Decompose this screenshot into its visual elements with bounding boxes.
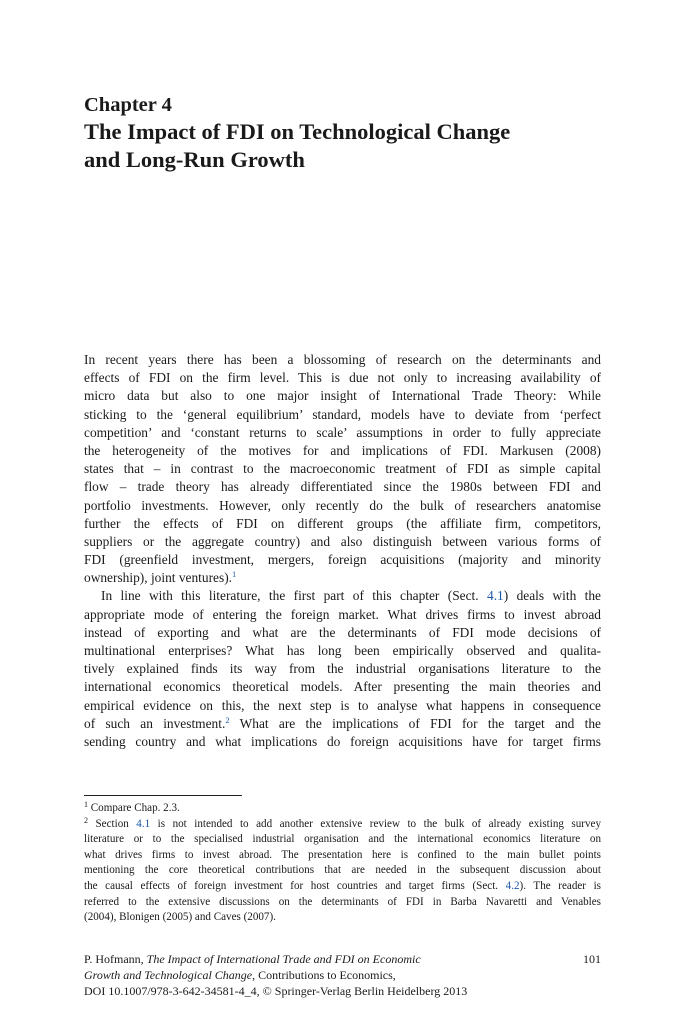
chapter-title-line: The Impact of FDI on Technological Change	[84, 119, 511, 144]
text-line: tively explained finds its way from the industrial organisations literature to the	[84, 661, 601, 677]
text-line: the heterogeneity of the motives for and implications of FDI. Markusen (2008)	[84, 442, 601, 458]
footnote-1-marker[interactable]: 1	[232, 569, 237, 580]
footnote-2-line	[84, 879, 601, 895]
footnote-text: ). The reader is	[519, 879, 601, 892]
footnote-text: the causal effects of foreign investment for host countries and target firms (Sect.	[84, 879, 506, 892]
footer-line	[84, 967, 601, 983]
book-title: Growth and Technological Change	[84, 968, 253, 982]
text-line: In recent years there has been a blossoming of research on the determinants and	[84, 352, 601, 367]
text-line: instead of exporting and what are the determinants of FDI mode decisions of	[84, 624, 601, 640]
section-4-2-link[interactable]: 4.2	[505, 879, 520, 892]
text-line: sending country and what implications do foreign acquisitions have for target firms	[84, 733, 601, 749]
footnote-2-line: what drives firms to invest abroad. The presentation here is confined to the main bullet points	[84, 848, 601, 861]
footnote-2-line: (2004), Blonigen (2005) and Caves (2007).	[84, 911, 276, 924]
section-4-1-link[interactable]: 4.1	[136, 817, 151, 830]
footnote-text: Section	[95, 817, 137, 830]
footnote-1	[84, 801, 601, 817]
text-line	[84, 569, 601, 587]
text-segment: What are the implications of FDI for the target and the	[229, 715, 601, 731]
section-4-1-link[interactable]: 4.1	[487, 588, 504, 604]
footer-text: , Contributions to Economics,	[252, 968, 396, 982]
chapter-title	[84, 118, 510, 174]
footer-line	[84, 951, 601, 967]
text-segment: ) deals with the	[503, 588, 601, 604]
text-line: states that – in contrast to the macroeconomic treatment of FDI as simple capital	[84, 461, 601, 477]
footnote-divider	[84, 795, 242, 796]
footnote-number: 1	[84, 800, 88, 809]
chapter-title-line: and Long-Run Growth	[84, 147, 305, 172]
text-line: appropriate mode of entering the foreign market. What drives firms to invest abroad	[84, 606, 601, 622]
text-line: suppliers or the aggregate country) and also distinguish between various forms of	[84, 533, 601, 549]
doi-line: DOI 10.1007/978-3-642-34581-4_4, © Springer-Verlag Berlin Heidelberg 2013	[84, 984, 468, 998]
page-number: 101	[583, 952, 601, 966]
paragraph-2	[84, 587, 601, 751]
footnote-2-line: mentioning the core theoretical contributions that are needed in the subsequent discussion about	[84, 864, 601, 877]
text-segment: In line with this literature, the first part of this chapter (Sect.	[101, 588, 487, 604]
book-page	[84, 0, 601, 1036]
footnote-number: 2	[84, 815, 88, 825]
text-line: international economics theoretical models. After presenting the main theories and	[84, 679, 601, 695]
paragraph-1	[84, 351, 601, 587]
text-line: sticking to the ‘general equilibrium’ standard, models have to deviate from ‘perfect	[84, 406, 601, 422]
footer-text: P. Hofmann,	[84, 952, 147, 966]
footnote-2-line	[84, 817, 601, 833]
text-line: effects of FDI on the firm level. This is due not only to increasing availability of	[84, 370, 601, 386]
text-line	[84, 715, 601, 733]
book-title: The Impact of International Trade and FDI on Economic	[146, 952, 421, 966]
text-line: empirical evidence on this, the next step is to analyse what happens in consequence	[84, 697, 601, 713]
footnote-text: Compare Chap. 2.3.	[90, 802, 180, 814]
text-line: micro data but also to one major insight of International Trade Theory: While	[84, 388, 601, 404]
footnote-2-line: referred to the extensive discussions on the determinants of FDI in Barba Navaretti and Venables	[84, 895, 601, 908]
chapter-label: Chapter 4	[84, 94, 172, 116]
footnote-text: is not intended to add another extensive review to the bulk of already existing survey	[150, 817, 601, 830]
text-segment: ownership), joint ventures).	[84, 570, 233, 586]
text-line: multinational enterprises? What has long been empirically observed and qualita-	[84, 643, 601, 658]
text-line	[84, 587, 601, 605]
body-text	[84, 351, 601, 751]
footnote-2-marker[interactable]: 2	[225, 714, 230, 725]
citation-footer	[84, 951, 601, 999]
text-line: competition’ and ‘constant returns to scale’ assumptions in order to fully appreciate	[84, 424, 601, 440]
text-segment: of such an investment.	[84, 715, 226, 731]
text-line: flow – trade theory has already differentiated since the 1980s between FDI and	[84, 479, 601, 495]
text-line: further the effects of FDI on different groups (the affiliate firm, competitors,	[84, 515, 601, 531]
footnote-2-line: literature or to the specialised industrial organisation and the international economics literature on	[84, 833, 601, 846]
text-line: portfolio investments. However, only recently do the bulk of researchers anatomise	[84, 497, 601, 513]
footnotes	[84, 801, 601, 926]
text-line: FDI (greenfield investment, mergers, foreign acquisitions (majority and minority	[84, 552, 601, 568]
